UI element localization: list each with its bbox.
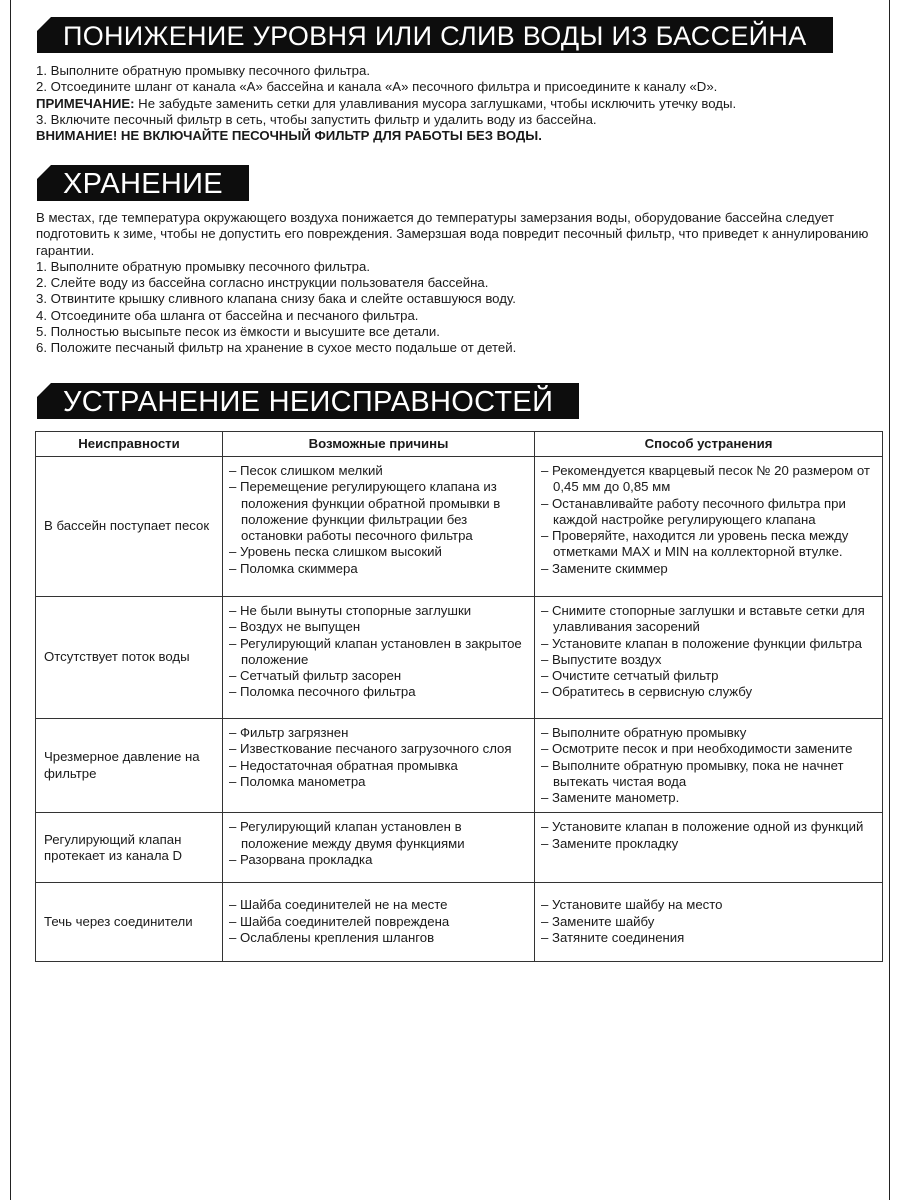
fix-item: – Проверяйте, находится ли уровень песка между отметками MAX и MIN на коллекторной втулке. — [541, 528, 878, 561]
troubleshooting-section-heading: УСТРАНЕНИЕ НЕИСПРАВНОСТЕЙ — [37, 383, 579, 419]
cause-item: – Регулирующий клапан установлен в закрытое положение — [229, 636, 530, 669]
fix-item: – Выпустите воздух — [541, 652, 878, 668]
fault-cell: В бассейн поступает песок — [36, 457, 223, 597]
storage-step: 6. Положите песчаный фильтр на хранение в сухое место подальше от детей. — [36, 340, 517, 356]
cause-item: – Шайба соединителей не на месте — [229, 897, 530, 913]
table-header-row — [36, 432, 883, 457]
drain-warning: ВНИМАНИЕ! НЕ ВКЛЮЧАЙТЕ ПЕСОЧНЫЙ ФИЛЬТР ДЛЯ РАБОТЫ БЕЗ ВОДЫ. — [36, 128, 542, 144]
drain-instructions — [36, 63, 876, 144]
storage-instructions — [36, 210, 876, 357]
table-row — [36, 597, 883, 719]
cause-item: – Поломка манометра — [229, 774, 530, 790]
storage-step: 5. Полностью высыпьте песок из ёмкости и высушите все детали. — [36, 324, 440, 340]
cause-item: – Ослаблены крепления шлангов — [229, 930, 530, 946]
fix-item: – Останавливайте работу песочного фильтра при каждой настройке регулирующего клапана — [541, 496, 878, 529]
table-row — [36, 719, 883, 813]
troubleshooting-table — [35, 431, 883, 962]
fault-cell: Отсутствует поток воды — [36, 597, 223, 719]
fix-item: – Выполните обратную промывку — [541, 725, 878, 741]
fault-cell: Течь через соединители — [36, 883, 223, 962]
drain-step-1: 1. Выполните обратную промывку песочного фильтра. — [36, 63, 371, 78]
fixes-cell — [535, 813, 883, 883]
causes-cell — [223, 813, 535, 883]
fix-item: – Затяните соединения — [541, 930, 878, 946]
table-row — [36, 813, 883, 883]
cause-item: – Не были вынуты стопорные заглушки — [229, 603, 530, 619]
fix-item: – Замените шайбу — [541, 914, 878, 930]
cause-item: – Песок слишком мелкий — [229, 463, 530, 479]
cause-item: – Сетчатый фильтр засорен — [229, 668, 530, 684]
fixes-cell — [535, 457, 883, 597]
fix-item: – Замените манометр. — [541, 790, 878, 806]
storage-section-heading: ХРАНЕНИЕ — [37, 165, 249, 201]
fix-item: – Замените прокладку — [541, 836, 878, 852]
fault-cell: Регулирующий клапан протекает из канала D — [36, 813, 223, 883]
storage-intro: В местах, где температура окружающего воздуха понижается до температуры замерзания воды, оборудование бассейна следует подготовить к зиме, чтобы не допустить его повреждения. Замерзшая вода повредит песочный фильтр, что приведет к аннулированию гарантии. — [36, 210, 869, 258]
cause-item: – Разорвана прокладка — [229, 852, 530, 868]
cause-item: – Недостаточная обратная промывка — [229, 758, 530, 774]
drain-note-text: Не забудьте заменить сетки для улавливания мусора заглушками, чтобы исключить утечку воды. — [134, 95, 737, 111]
fix-item: – Установите клапан в положение функции фильтра — [541, 636, 878, 652]
storage-step: 3. Отвинтите крышку сливного клапана снизу бака и слейте оставшуюся воду. — [36, 291, 516, 307]
drain-step-2: 2. Отсоедините шланг от канала «А» бассейна и канала «А» песочного фильтра и присоедините к каналу «D». — [36, 79, 718, 95]
cause-item: – Регулирующий клапан установлен в положение между двумя функциями — [229, 819, 530, 852]
cause-item: – Поломка скиммера — [229, 561, 530, 577]
causes-cell — [223, 457, 535, 597]
storage-step: 4. Отсоедините оба шланга от бассейна и песчаного фильтра. — [36, 307, 419, 323]
drain-section-heading: ПОНИЖЕНИЕ УРОВНЯ ИЛИ СЛИВ ВОДЫ ИЗ БАССЕЙНА — [37, 17, 833, 53]
storage-step: 2. Слейте воду из бассейна согласно инструкции пользователя бассейна. — [36, 275, 489, 291]
cause-item: – Фильтр загрязнен — [229, 725, 530, 741]
table-row — [36, 883, 883, 962]
fix-item: – Замените скиммер — [541, 561, 878, 577]
causes-cell — [223, 883, 535, 962]
drain-note — [36, 96, 876, 112]
fix-item: – Выполните обратную промывку, пока не начнет вытекать чистая вода — [541, 758, 878, 791]
table-row — [36, 457, 883, 597]
fix-item: – Рекомендуется кварцевый песок № 20 размером от 0,45 мм до 0,85 мм — [541, 463, 878, 496]
fix-item: – Осмотрите песок и при необходимости замените — [541, 741, 878, 757]
header-causes: Возможные причины — [223, 432, 535, 457]
header-fixes: Способ устранения — [535, 432, 883, 457]
storage-step: 1. Выполните обратную промывку песочного фильтра. — [36, 258, 371, 274]
fixes-cell — [535, 883, 883, 962]
causes-cell — [223, 719, 535, 813]
drain-note-label: ПРИМЕЧАНИЕ: — [36, 95, 135, 111]
cause-item: – Уровень песка слишком высокий — [229, 544, 530, 560]
fix-item: – Снимите стопорные заглушки и вставьте сетки для улавливания засорений — [541, 603, 878, 636]
cause-item: – Воздух не выпущен — [229, 619, 530, 635]
fix-item: – Очистите сетчатый фильтр — [541, 668, 878, 684]
fix-item: – Установите клапан в положение одной из функций — [541, 819, 878, 835]
fault-cell: Чрезмерное давление на фильтре — [36, 719, 223, 813]
fixes-cell — [535, 719, 883, 813]
cause-item: – Шайба соединителей повреждена — [229, 914, 530, 930]
drain-step-3: 3. Включите песочный фильтр в сеть, чтобы запустить фильтр и удалить воду из бассейна. — [36, 111, 597, 127]
causes-cell — [223, 597, 535, 719]
header-faults: Неисправности — [36, 432, 223, 457]
fix-item: – Обратитесь в сервисную службу — [541, 684, 878, 700]
cause-item: – Поломка песочного фильтра — [229, 684, 530, 700]
fixes-cell — [535, 597, 883, 719]
cause-item: – Перемещение регулирующего клапана из положения функции обратной промывки в положение функции фильтрации без остановки работы песочного фильтра — [229, 479, 530, 544]
fix-item: – Установите шайбу на место — [541, 897, 878, 913]
cause-item: – Известкование песчаного загрузочного слоя — [229, 741, 530, 757]
